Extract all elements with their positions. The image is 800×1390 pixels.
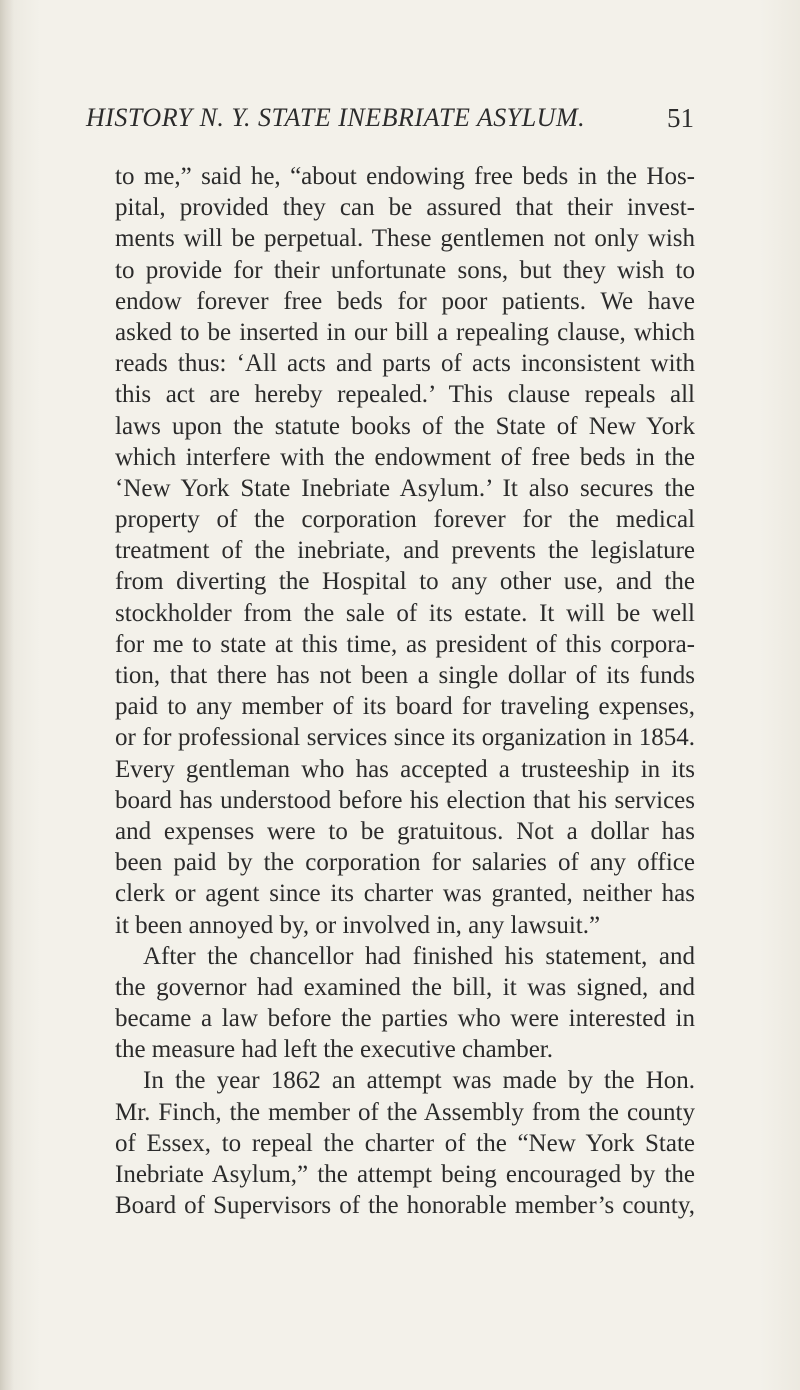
text-line: After the chancellor had finished his statement, and [143,942,695,970]
page-gutter-edge [0,0,14,1390]
text-line: In the year 1862 an attempt was made by the Hon. [143,1067,695,1095]
text-line: property of the corporation forever for the medical [115,506,695,534]
text-line: the measure had left the executive chamber. [115,1036,553,1064]
text-line: became a law before the parties who were interested in [115,1005,695,1033]
text-line: ments will be perpetual. These gentlemen not only wish [115,225,695,253]
text-line: asked to be inserted in our bill a repealing clause, which [115,318,695,346]
text-line: or for professional services since its organization in 1854. [115,724,695,752]
text-line: treatment of the inebriate, and prevents the legislature [115,537,695,565]
body-text [115,161,695,1221]
text-line: this act are hereby repealed.’ This clause repeals all [115,381,695,409]
text-line: stockholder from the sale of its estate. It will be well [115,599,695,627]
text-line: and expenses were to be gratuitous. Not a dollar has [115,817,695,845]
text-line: clerk or agent since its charter was granted, neither has [115,880,695,908]
text-line: from diverting the Hospital to any other use, and the [115,568,695,596]
text-line: which interfere with the endowment of free beds in the [115,443,695,471]
text-line: Mr. Finch, the member of the Assembly from the county [115,1098,695,1126]
text-line: reads thus: ‘All acts and parts of acts inconsistent with [115,350,695,378]
text-line: the governor had examined the bill, it was signed, and [115,973,695,1001]
text-line: laws upon the statute books of the State of New York [115,412,695,440]
text-line: been paid by the corporation for salaries of any office [115,849,695,877]
text-line: Every gentleman who has accepted a trusteeship in its [115,755,695,783]
text-line: endow forever free beds for poor patients. We have [115,287,695,315]
text-line: pital, provided they can be assured that their invest- [115,194,695,222]
text-line: tion, that there has not been a single dollar of its funds [115,662,695,689]
text-line: to provide for their unfortunate sons, but they wish to [115,256,695,284]
text-line: of Essex, to repeal the charter of the “New York State [115,1129,695,1157]
text-line: to me,” said he, “about endowing free beds in the Hos- [115,163,695,190]
text-line: ‘New York State Inebriate Asylum.’ It also secures the [115,474,695,502]
running-head: HISTORY N. Y. STATE INEBRIATE ASYLUM. [86,103,586,132]
text-line: it been annoyed by, or involved in, any lawsuit.” [115,911,601,939]
page-number: 51 [667,103,694,133]
text-line: board has understood before his election that his services [115,786,695,814]
text-line: Board of Supervisors of the honorable member’s county, [115,1192,695,1220]
page-header [86,103,694,143]
text-line: paid to any member of its board for traveling expenses, [115,693,695,721]
text-line: for me to state at this time, as president of this corpora- [115,630,695,658]
text-line: Inebriate Asylum,” the attempt being encouraged by the [115,1161,695,1188]
